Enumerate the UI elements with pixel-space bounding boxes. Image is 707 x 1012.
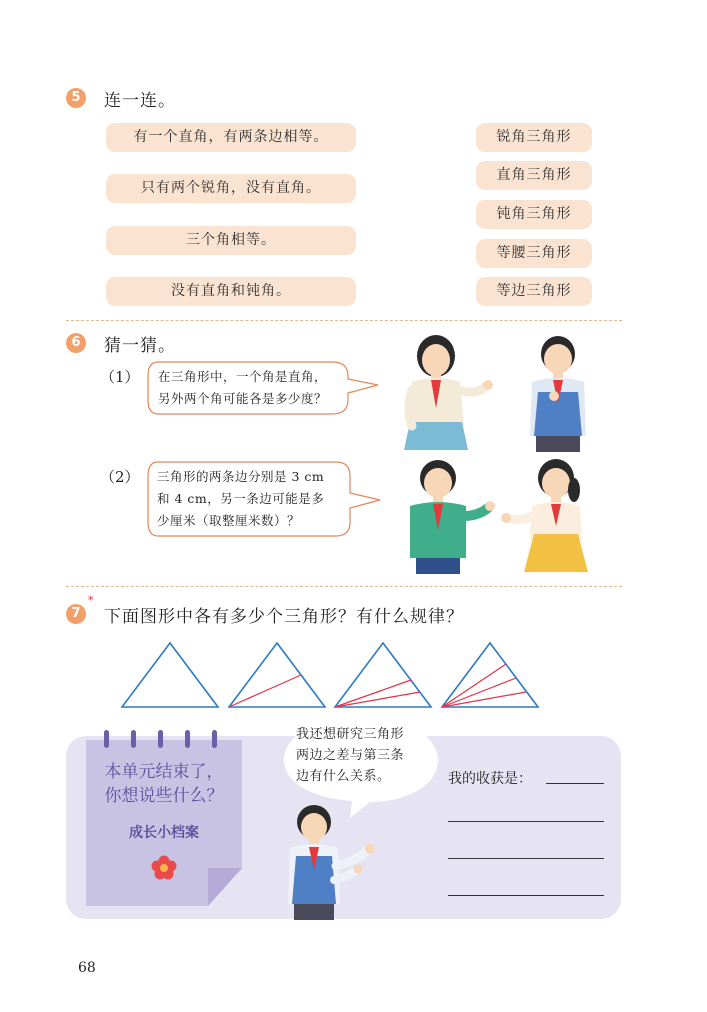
- boy-character-2: [402, 454, 498, 574]
- bubble-3-line-3: 边有什么关系。: [296, 769, 391, 784]
- part-1-label: （1）: [100, 368, 140, 386]
- part-2-label: （2）: [100, 468, 140, 486]
- type-equilateral-triangle[interactable]: 等边三角形: [476, 277, 592, 306]
- page-number: 68: [78, 960, 96, 976]
- section-divider-2: [66, 586, 622, 587]
- answer-line-4[interactable]: [448, 895, 604, 896]
- question-7-number: 7: [66, 604, 86, 624]
- note-line-2: 你想说些什么？: [104, 786, 224, 806]
- question-5-number: 5: [66, 88, 86, 108]
- section-divider-1: [66, 320, 622, 321]
- triangle-figures: [120, 640, 550, 710]
- statement-3[interactable]: 三个角相等。: [106, 226, 356, 255]
- bubble-2-line-2: 和 4 cm，另一条边可能是多: [157, 491, 325, 506]
- bubble-3-line-1: 我还想研究三角形: [296, 727, 405, 742]
- bubble-1-line-2: 另外两个角可能各是多少度？: [158, 391, 328, 406]
- bubble-3-line-2: 两边之差与第三条: [296, 748, 405, 763]
- girl-character-2: [498, 454, 594, 574]
- optional-star-mark: *: [88, 594, 94, 607]
- question-6-title: 猜一猜。: [104, 336, 176, 356]
- question-5-title: 连一连。: [104, 91, 176, 111]
- statement-2[interactable]: 只有两个锐角，没有直角。: [106, 174, 356, 203]
- statement-4[interactable]: 没有直角和钝角。: [106, 277, 356, 306]
- type-obtuse-triangle[interactable]: 钝角三角形: [476, 200, 592, 229]
- bubble-2-line-3: 少厘米（取整厘米数）？: [157, 513, 301, 528]
- question-6-number: 6: [66, 333, 86, 353]
- boy-character-1: [520, 330, 600, 452]
- question-7-title: 下面图形中各有多少个三角形？有什么规律？: [104, 607, 464, 627]
- triangle-figure-3: [335, 643, 431, 707]
- triangle-figure-1: [122, 643, 218, 707]
- bubble-2-line-1: 三角形的两条边分别是 3 cm: [157, 469, 325, 484]
- growth-archive-label: 成长小档案: [129, 825, 199, 841]
- answer-line-2[interactable]: [448, 821, 604, 822]
- boy-character-3: [284, 800, 380, 920]
- girl-character-1: [398, 330, 498, 452]
- type-acute-triangle[interactable]: 锐角三角形: [476, 123, 592, 152]
- growth-notepad: [84, 728, 244, 910]
- bubble-1-line-1: 在三角形中，一个角是直角，: [158, 369, 328, 384]
- note-line-1: 本单元结束了，: [104, 762, 224, 782]
- triangle-figure-2: [229, 643, 325, 707]
- answer-line-3[interactable]: [448, 858, 604, 859]
- type-isosceles-triangle[interactable]: 等腰三角形: [476, 239, 592, 268]
- answer-line-1[interactable]: [546, 783, 604, 784]
- harvest-label: 我的收获是：: [448, 771, 532, 787]
- type-right-triangle[interactable]: 直角三角形: [476, 161, 592, 190]
- statement-1[interactable]: 有一个直角，有两条边相等。: [106, 123, 356, 152]
